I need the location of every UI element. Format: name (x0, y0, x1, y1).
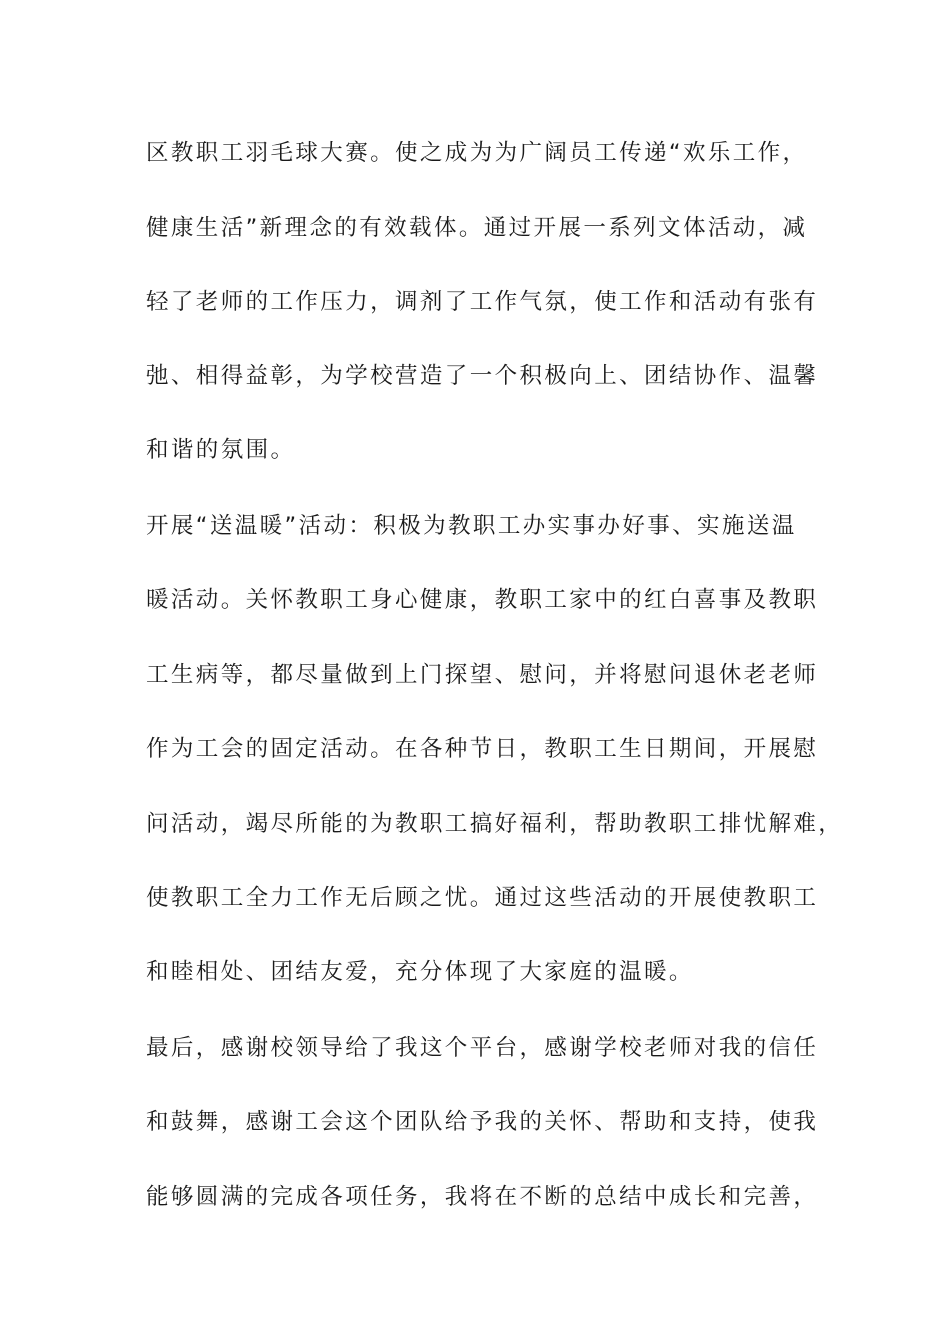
text-line-13: 最后，感谢校领导给了我这个平台，感谢学校老师对我的信任 (146, 1035, 819, 1061)
text-line-5: 和谐的氛围。 (146, 437, 296, 463)
text-line-10: 问活动，竭尽所能的为教职工搞好福利，帮助教职工排忧解难， (146, 811, 844, 837)
text-line-9: 作为工会的固定活动。在各种节日，教职工生日期间，开展慰 (146, 736, 819, 762)
text-line-14: 和鼓舞，感谢工会这个团队给予我的关怀、帮助和支持，使我 (146, 1109, 819, 1135)
text-line-1: 区教职工羽毛球大赛。使之成为为广阔员工传递“欢乐工作， (146, 140, 808, 166)
text-line-2: 健康生活”新理念的有效载体。通过开展一系列文体活动，减 (146, 215, 808, 241)
text-line-15: 能够圆满的完成各项任务，我将在不断的总结中成长和完善， (146, 1184, 819, 1210)
text-line-12: 和睦相处、团结友爱，充分体现了大家庭的温暖。 (146, 959, 694, 985)
text-line-4: 弛、相得益彰，为学校营造了一个积极向上、团结协作、温馨 (146, 363, 819, 389)
text-line-11: 使教职工全力工作无后顾之忧。通过这些活动的开展使教职工 (146, 885, 819, 911)
text-line-8: 工生病等，都尽量做到上门探望、慰问，并将慰问退休老老师 (146, 662, 819, 688)
text-line-7: 暖活动。关怀教职工身心健康，教职工家中的红白喜事及教职 (146, 587, 819, 613)
text-line-6: 开展“送温暖”活动：积极为教职工办实事办好事、实施送温 (146, 513, 797, 539)
text-line-3: 轻了老师的工作压力，调剂了工作气氛，使工作和活动有张有 (146, 289, 819, 315)
